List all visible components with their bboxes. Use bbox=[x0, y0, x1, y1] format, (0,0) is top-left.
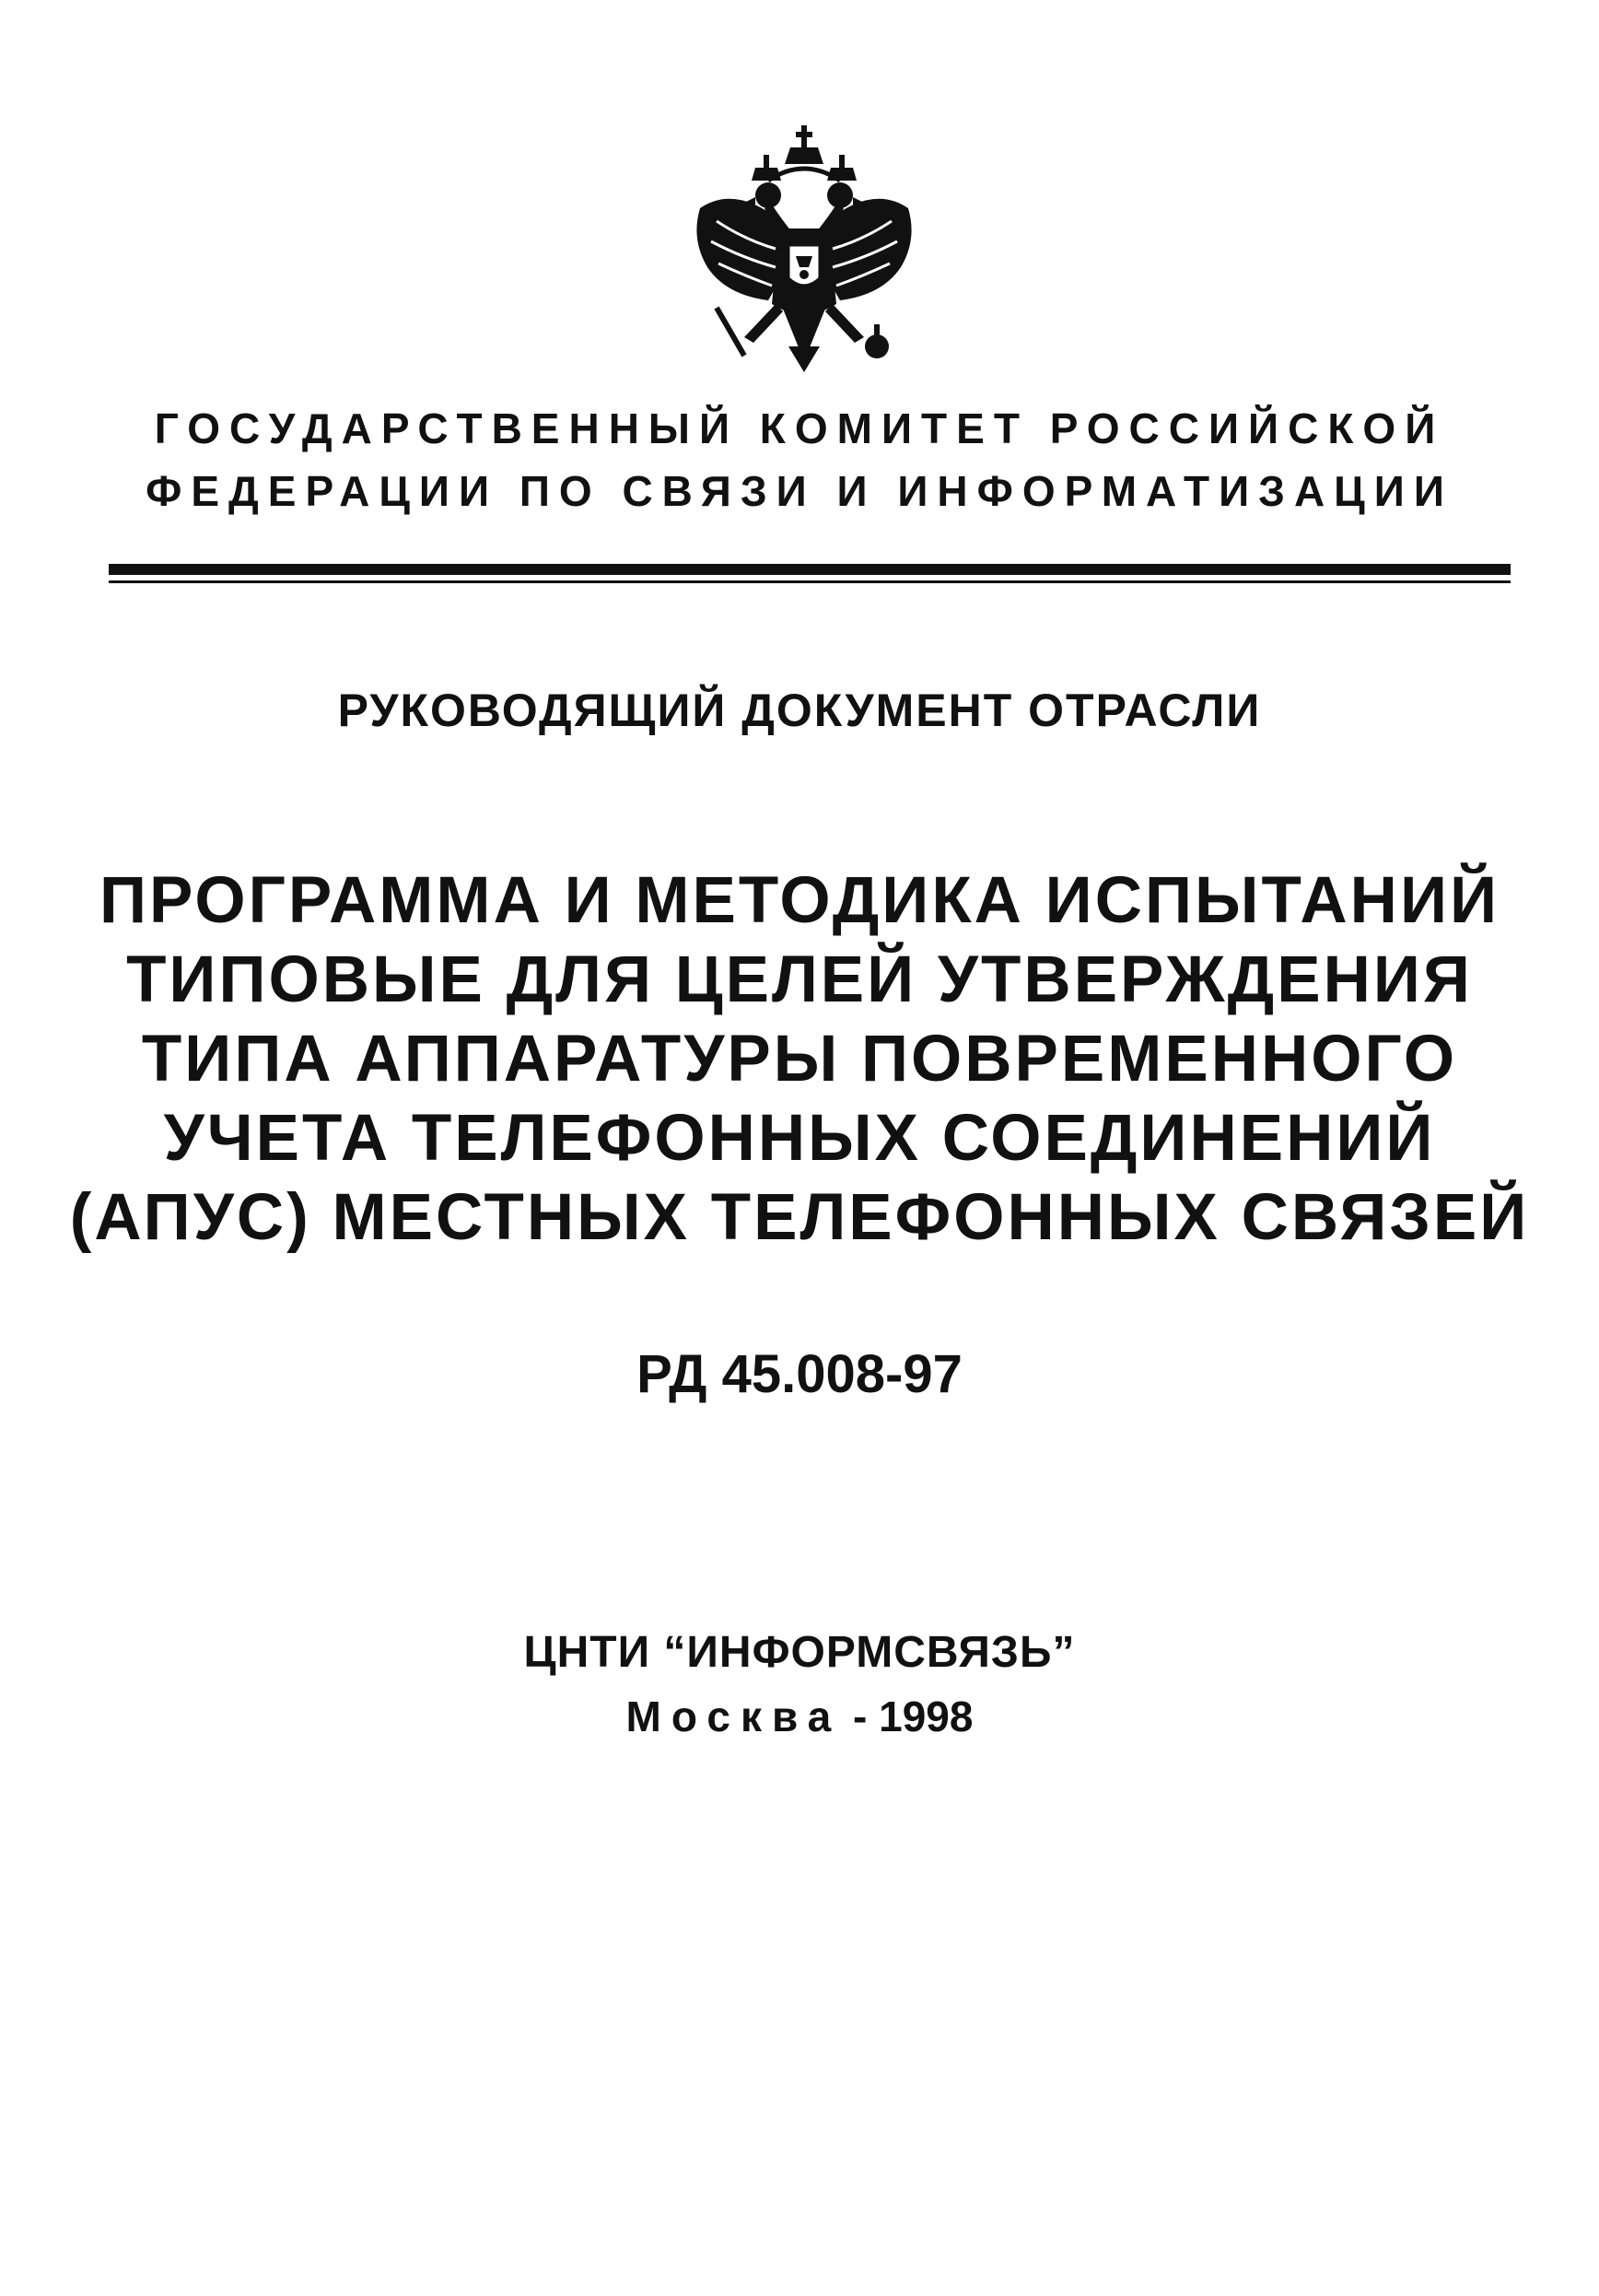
title-line-2: ТИПОВЫЕ ДЛЯ ЦЕЛЕЙ УТВЕРЖДЕНИЯ bbox=[126, 943, 1473, 1016]
place-and-year bbox=[0, 1692, 1599, 1741]
document-type-heading: РУКОВОДЯЩИЙ ДОКУМЕНТ ОТРАСЛИ bbox=[337, 685, 1262, 736]
title-line-3: ТИПА АППАРАТУРЫ ПОВРЕМЕННОГО bbox=[141, 1023, 1458, 1095]
organization-name-line-1: ГОСУДАРСТВЕННЫЙ КОМИТЕТ РОССИЙСКОЙ bbox=[154, 404, 1445, 452]
city-name: Москва bbox=[625, 1693, 842, 1740]
header-divider-thick bbox=[109, 564, 1511, 575]
title-line-5: (АПУС) МЕСТНЫХ ТЕЛЕФОННЫХ СВЯЗЕЙ bbox=[69, 1181, 1530, 1254]
title-line-4: УЧЕТА ТЕЛЕФОННЫХ СОЕДИНЕНИЙ bbox=[163, 1102, 1436, 1175]
coat-of-arms-icon bbox=[680, 120, 928, 378]
title-line-1: ПРОГРАММА И МЕТОДИКА ИСПЫТАНИЙ bbox=[99, 864, 1500, 937]
place-separator: - bbox=[841, 1693, 880, 1740]
publisher-name: ЦНТИ “ИНФОРМСВЯЗЬ” bbox=[523, 1628, 1076, 1677]
header-divider-thin bbox=[109, 580, 1511, 583]
document-code: РД 45.008-97 bbox=[636, 1344, 963, 1404]
document-title bbox=[0, 861, 1599, 1258]
organization-name-line-2: ФЕДЕРАЦИИ ПО СВЯЗИ И ИНФОРМАТИЗАЦИИ bbox=[146, 467, 1453, 515]
publication-year: 1998 bbox=[879, 1693, 974, 1740]
